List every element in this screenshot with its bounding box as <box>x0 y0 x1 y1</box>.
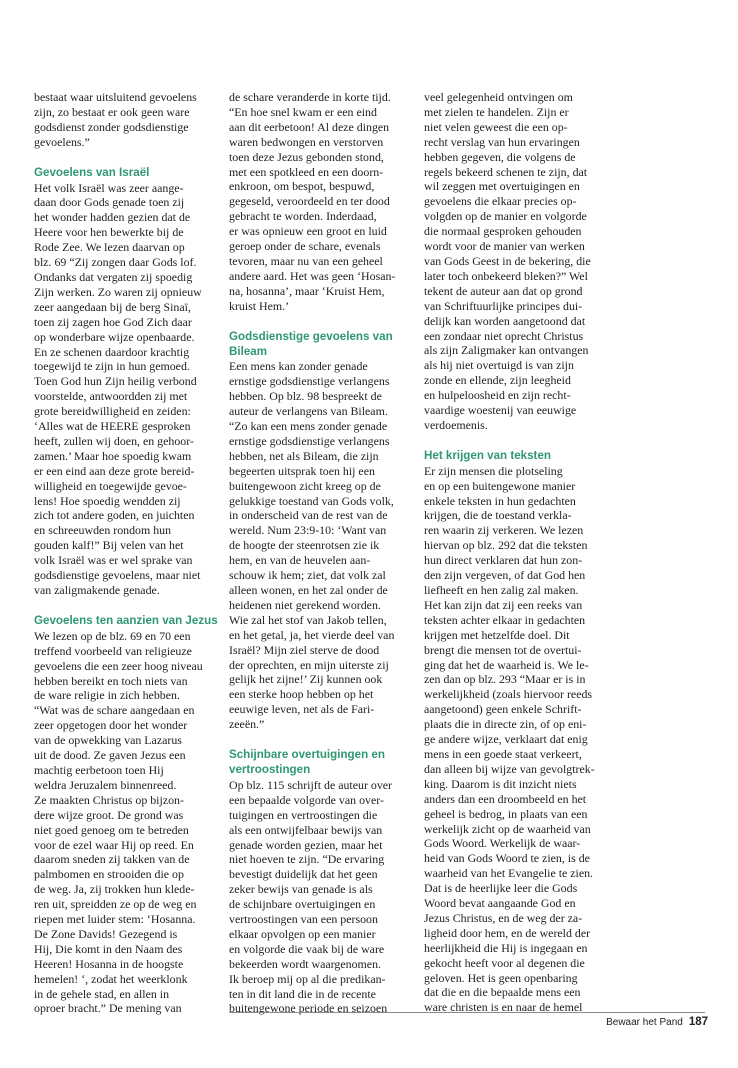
paragraph-israel: Het volk Israël was zeer aange- daan door Gods genade toen zij het wonder hadden gezien dat de Heere voor hen bewerkte bij de Rode Zee. We lezen daarvan op blz. 69 “Zij zongen daar Gods lof. Ondanks dat vergaten zij spoedig Zijn werken. Zo waren zij opnieuw zeer aangedaan bij de berg Sinaï, toen zij zagen hoe God Zich daar op wonderbare wijze openbaarde. En ze schenen daardoor krachtig toegewijd te zijn in hun gemoed. Toen God hun Zijn heilig verbond voorstelde, antwoordden zij met grote bereidwilligheid en zeiden: ‘Alles wat de HEERE gesproken heeft, zullen wij doen, en gehoor- zamen.’ Maar hoe spoedig kwam er een eind aan deze grote bereid- willigheid en toegewijde gevoe- lens! Hoe spoedig wendden zij zich tot andere goden, en juichten en schreeuwden rondom hun gouden kalf!” Bij velen van het volk Israël was er wel sprake van godsdienstige gevoelens, maar niet van zaligmakende genade. <box>34 180 202 597</box>
paragraph-teksten: Er zijn mensen die plotseling en op een buitengewone manier enkele teksten in hun gedachten krijgen, die de toestand verkla- ren waarin zij verkeren. We lezen hiervan op blz. 292 dat die teksten hun direct verklaren dat hun zon- den zijn vergeven, of dat God hen liefheeft en hen zalig zal maken. Het kan zijn dat zij een reeks van teksten achter elkaar in gedachten krijgen met hetzelfde doel. Dit brengt die mensen tot de overtui- ging dat het de waarheid is. We le- zen dan op blz. 293 “Maar er is in werkelijkheid (zoals hiervoor reeds aangetoond) geen enkele Schrift- plaats die in directe zin, of op eni- ge andere wijze, verklaart dat enig mens in een goede staat verkeert, dan alleen bij wijze van gevolgtrek- king. Daarom is dit inzicht niets anders dan een droombeeld en het geheel is bedrog, in plaats van een werkelijk zicht op de waarheid van Gods Woord. Werkelijk de waar- heid van Gods Woord te zien, is de waarheid van het Evangelie te zien. Dat is de heerlijke leer die Gods Woord bevat aangaande God en Jezus Christus, en de weg der za- ligheid door hem, en de wereld der heerlijkheid die Hij is ingegaan en gekocht heeft voor al degenen die geloven. Het is geen openbaring dat die en die bepaalde mens een ware christen is en naar de hemel <box>424 463 595 1015</box>
heading-gevoelens-jezus: Gevoelens ten aanzien van Jezus <box>34 613 218 627</box>
page-footer <box>606 1016 708 1028</box>
paragraph-gelegenheid: veel gelegenheid ontvingen om met zielen te handelen. Zijn er niet velen geweest die een op- recht verslag van hun ervaringen hebben gegeven, die volgens de regels bekeerd schenen te zijn, dat wil zeggen met overtuigingen en gevoelens die elkaar precies op- volgden op de manier en volgorde die normaal gesproken gehouden wordt voor de manier van werken van Gods Geest in de bekering, die later toch onbekeerd bleken?” Wel tekent de auteur aan dat op grond van Schriftuurlijke principes dui- delijk kan worden aangetoond dat een zondaar niet oprecht Christus als zijn Zaligmaker kan ontvangen als hij niet overtuigd is van zijn zonde en ellende, zijn leegheid en hulpeloosheid en zijn recht- vaardige woestenij van eeuwige verdoemenis. <box>424 90 591 432</box>
paragraph-schare: de schare veranderde in korte tijd. “En hoe snel kwam er een eind aan dit eerbetoon! Al deze dingen waren bedwongen en verstorven toen deze Jezus gebonden stond, met een spotkleed en een doorn- enkroon, om bespot, bespuwd, gegeseld, veroordeeld en ter dood gebracht te worden. Inderdaad, er was opnieuw een groot en luid geroep onder de schare, evenals tevoren, maar nu van een geheel andere aard. Het was geen ‘Hosan- na, hosanna’, maar ‘Kruist Hem, kruist Hem.’ <box>229 90 396 313</box>
heading-bileam: Godsdienstige gevoelens van Bileam <box>229 329 393 358</box>
paragraph-jezus: We lezen op de blz. 69 en 70 een treffend voorbeeld van religieuze gevoelens die een zeer hoog niveau hebben bereikt en toch niets van de ware religie in zich hebben. “Wat was de schare aangedaan en zeer opgetogen door het wonder van de opwekking van Lazarus uit de dood. Ze gaven Jezus een machtig eerbetoon toen Hij weldra Jeruzalem binnenreed. Ze maakten Christus op bijzon- dere wijze groot. De grond was niet goed genoeg om te betreden voor de ezel waar Hij op reed. En daarom sneden zij takken van de palmbomen en strooiden die op de weg. Ja, zij trokken hun klede- ren uit, spreidden ze op de weg en riepen met luider stem: ‘Hosanna. De Zone Davids! Gezegend is Hij, Die komt in den Naam des Heeren! Hosanna in de hoogste hemelen! ‘, zodat het weerklonk in de gehele stad, en allen in oproer bracht.” De mening van <box>34 628 203 1016</box>
paragraph-schijnbare: Op blz. 115 schrijft de auteur over een bepaalde volgorde van over- tuigingen en vertroostingen die als een ontwijfelbaar bewijs van genade worden gezien, maar het niet hoeven te zijn. “De ervaring bevestigt duidelijk dat het geen zeker bewijs van genade is als de schijnbare overtuigingen en vertroostingen van een persoon elkaar opvolgen op een manier en volgorde die vaak bij de ware bekeerden wordt waargenomen. Ik beroep mij op al die predikan- ten in dit land die in de recente buitengewone periode en seizoen <box>229 777 393 1016</box>
paragraph-bileam: Een mens kan zonder genade ernstige godsdienstige verlangens hebben. Op blz. 98 bespreekt de auteur de verlangens van Bileam. “Zo kan een mens zonder genade ernstige godsdienstige verlangens hebben, net als Bileam, die zijn begeerten uitsprak toen hij een buitengewoon zicht kreeg op de gelukkige toestand van Gods volk, in onderscheid van de rest van de wereld. Num 23:9-10: ‘Want van de hoogte der steenrotsen zie ik hem, en van de heuvelen aan- schouw ik hem; ziet, dat volk zal alleen wonen, en het zal onder de heidenen niet gerekend worden. Wie zal het stof van Jakob tellen, en het getal, ja, het vierde deel van Israël? Mijn ziel sterve de dood der oprechten, en mijn uiterste zij gelijk het zijne!’ Zij kunnen ook een sterke hoop hebben op het eeuwige leven, net als de Fari- zeeën.” <box>229 359 395 732</box>
column-left <box>34 90 218 1016</box>
column-right <box>424 90 610 1015</box>
footer-rule <box>229 1012 705 1013</box>
heading-gevoelens-israel: Gevoelens van Israël <box>34 165 150 179</box>
heading-krijgen-teksten: Het krijgen van teksten <box>424 448 551 462</box>
heading-schijnbare-overtuigingen: Schijnbare overtuigingen en vertroostingen <box>229 748 385 776</box>
column-middle <box>229 90 413 1016</box>
publication-name: Bewaar het Pand <box>606 1017 683 1028</box>
paragraph-intro: bestaat waar uitsluitend gevoelens zijn, zo bestaat er ook geen ware godsdienst zonder godsdienstige gevoelens.” <box>34 90 197 149</box>
page-number: 187 <box>688 1016 708 1028</box>
